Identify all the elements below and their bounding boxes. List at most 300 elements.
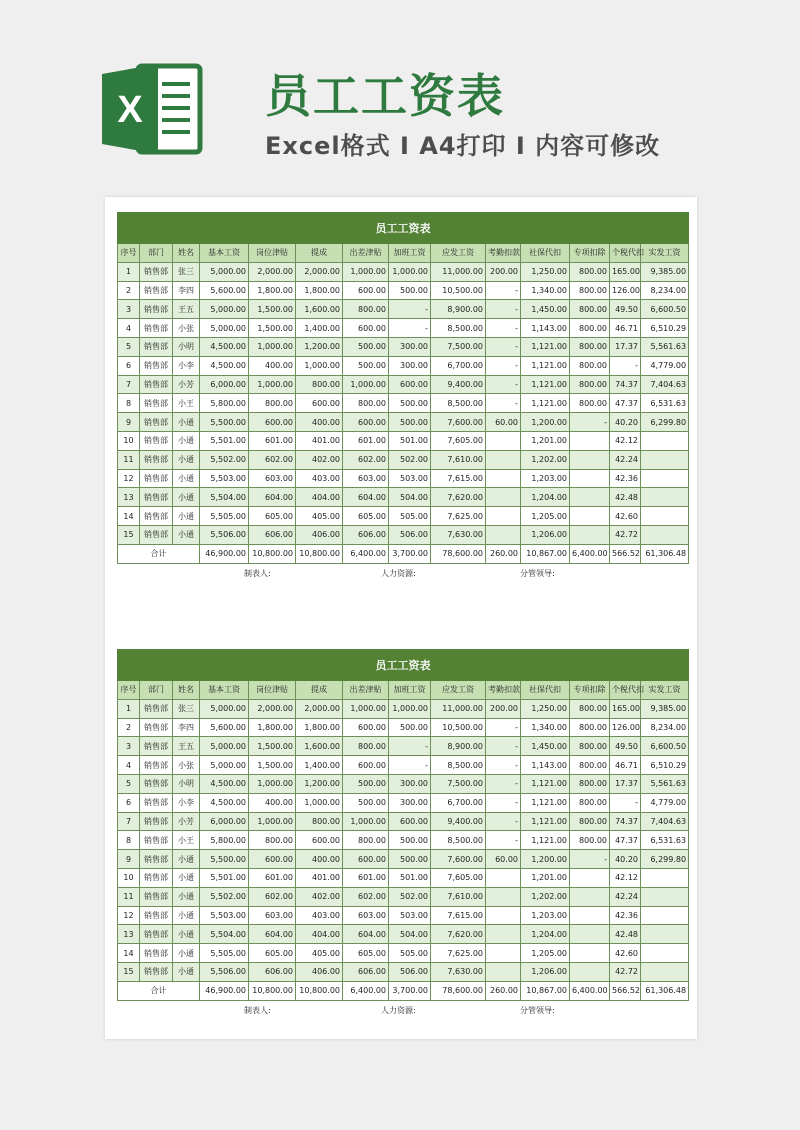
table-cell[interactable]: 销售部: [140, 356, 173, 375]
table-cell[interactable]: 1,800.00: [296, 281, 343, 300]
table-cell[interactable]: 1,000.00: [249, 375, 296, 394]
table-cell[interactable]: 李四: [173, 281, 200, 300]
table-cell[interactable]: 601.00: [343, 868, 389, 887]
table-cell[interactable]: 7,500.00: [431, 337, 486, 356]
table-cell[interactable]: 5,504.00: [200, 925, 249, 944]
table-cell[interactable]: 606.00: [249, 525, 296, 544]
table-cell[interactable]: 8,500.00: [431, 394, 486, 413]
table-cell[interactable]: 405.00: [296, 944, 343, 963]
table-cell[interactable]: -: [570, 413, 610, 432]
table-cell[interactable]: 小通: [173, 525, 200, 544]
table-cell[interactable]: 502.00: [389, 887, 431, 906]
total-cell[interactable]: 78,600.00: [431, 544, 486, 563]
total-cell[interactable]: 46,900.00: [200, 981, 249, 1000]
table-cell[interactable]: 300.00: [389, 356, 431, 375]
table-cell[interactable]: 5,800.00: [200, 831, 249, 850]
table-cell[interactable]: 5,561.63: [641, 337, 689, 356]
table-cell[interactable]: [486, 450, 521, 469]
table-cell[interactable]: 销售部: [140, 431, 173, 450]
table-cell[interactable]: 6,299.80: [641, 413, 689, 432]
table-cell[interactable]: 1,143.00: [521, 319, 570, 338]
table-cell[interactable]: 4,500.00: [200, 793, 249, 812]
table-cell[interactable]: 165.00: [610, 262, 641, 281]
table-cell[interactable]: 600.00: [296, 831, 343, 850]
table-cell[interactable]: 10: [118, 431, 140, 450]
table-cell[interactable]: 销售部: [140, 525, 173, 544]
table-cell[interactable]: 15: [118, 962, 140, 981]
table-cell[interactable]: 销售部: [140, 281, 173, 300]
table-cell[interactable]: [486, 906, 521, 925]
total-cell[interactable]: 6,400.00: [343, 544, 389, 563]
table-cell[interactable]: 5,000.00: [200, 262, 249, 281]
table-cell[interactable]: [486, 507, 521, 526]
table-cell[interactable]: 800.00: [570, 699, 610, 718]
table-cell[interactable]: 400.00: [249, 356, 296, 375]
table-cell[interactable]: 1,203.00: [521, 469, 570, 488]
table-cell[interactable]: 4,500.00: [200, 356, 249, 375]
table-cell[interactable]: 600.00: [343, 281, 389, 300]
table-cell[interactable]: 5,505.00: [200, 944, 249, 963]
table-cell[interactable]: 800.00: [343, 300, 389, 319]
table-cell[interactable]: 800.00: [570, 831, 610, 850]
table-cell[interactable]: 9,400.00: [431, 375, 486, 394]
table-cell[interactable]: 600.00: [343, 413, 389, 432]
table-cell[interactable]: 800.00: [249, 831, 296, 850]
table-cell[interactable]: -: [610, 793, 641, 812]
table-cell[interactable]: 5,500.00: [200, 413, 249, 432]
table-cell[interactable]: 销售部: [140, 337, 173, 356]
table-cell[interactable]: 800.00: [249, 394, 296, 413]
table-cell[interactable]: 1,204.00: [521, 925, 570, 944]
table-cell[interactable]: 4,779.00: [641, 356, 689, 375]
table-cell[interactable]: 501.00: [389, 431, 431, 450]
table-cell[interactable]: 1,500.00: [249, 756, 296, 775]
table-cell[interactable]: 王五: [173, 300, 200, 319]
table-cell[interactable]: [570, 431, 610, 450]
table-cell[interactable]: 销售部: [140, 718, 173, 737]
table-cell[interactable]: 销售部: [140, 906, 173, 925]
total-cell[interactable]: 10,800.00: [296, 981, 343, 1000]
table-cell[interactable]: 1,203.00: [521, 906, 570, 925]
table-cell[interactable]: 7,404.63: [641, 812, 689, 831]
table-cell[interactable]: [570, 450, 610, 469]
table-cell[interactable]: 小张: [173, 756, 200, 775]
total-cell[interactable]: 61,306.48: [641, 981, 689, 1000]
table-cell[interactable]: 1,400.00: [296, 756, 343, 775]
table-cell[interactable]: [641, 450, 689, 469]
table-cell[interactable]: 1,500.00: [249, 300, 296, 319]
table-cell[interactable]: 5,000.00: [200, 319, 249, 338]
table-cell[interactable]: [486, 488, 521, 507]
table-cell[interactable]: 5: [118, 774, 140, 793]
table-cell[interactable]: [641, 868, 689, 887]
table-cell[interactable]: 1,121.00: [521, 337, 570, 356]
table-cell[interactable]: 1,000.00: [296, 356, 343, 375]
table-cell[interactable]: 1,500.00: [249, 737, 296, 756]
table-cell[interactable]: 800.00: [570, 394, 610, 413]
table-cell[interactable]: 5,561.63: [641, 774, 689, 793]
table-cell[interactable]: 4: [118, 756, 140, 775]
table-cell[interactable]: 7,500.00: [431, 774, 486, 793]
table-cell[interactable]: [486, 887, 521, 906]
table-cell[interactable]: 4: [118, 319, 140, 338]
table-cell[interactable]: 40.20: [610, 850, 641, 869]
total-cell[interactable]: 6,400.00: [570, 544, 610, 563]
table-cell[interactable]: 1,600.00: [296, 737, 343, 756]
table-cell[interactable]: 8,500.00: [431, 831, 486, 850]
table-cell[interactable]: 1: [118, 699, 140, 718]
total-cell[interactable]: 10,800.00: [296, 544, 343, 563]
table-cell[interactable]: 1,450.00: [521, 737, 570, 756]
table-cell[interactable]: [641, 469, 689, 488]
table-cell[interactable]: 小张: [173, 319, 200, 338]
table-cell[interactable]: 404.00: [296, 488, 343, 507]
table-cell[interactable]: -: [486, 394, 521, 413]
table-cell[interactable]: 2,000.00: [296, 699, 343, 718]
table-cell[interactable]: 1,143.00: [521, 756, 570, 775]
table-cell[interactable]: 小通: [173, 413, 200, 432]
table-cell[interactable]: 8,500.00: [431, 756, 486, 775]
table-cell[interactable]: 602.00: [343, 887, 389, 906]
table-cell[interactable]: 销售部: [140, 699, 173, 718]
table-cell[interactable]: 1,800.00: [296, 718, 343, 737]
table-cell[interactable]: 销售部: [140, 450, 173, 469]
table-cell[interactable]: 7,605.00: [431, 431, 486, 450]
table-cell[interactable]: 47.37: [610, 831, 641, 850]
table-cell[interactable]: 604.00: [343, 925, 389, 944]
table-cell[interactable]: 7,615.00: [431, 906, 486, 925]
table-cell[interactable]: 49.50: [610, 737, 641, 756]
table-cell[interactable]: -: [486, 793, 521, 812]
table-cell[interactable]: 46.71: [610, 756, 641, 775]
table-cell[interactable]: 1,205.00: [521, 944, 570, 963]
table-cell[interactable]: 606.00: [343, 962, 389, 981]
table-cell[interactable]: 505.00: [389, 507, 431, 526]
table-cell[interactable]: 1,205.00: [521, 507, 570, 526]
total-cell[interactable]: 78,600.00: [431, 981, 486, 1000]
table-cell[interactable]: 销售部: [140, 812, 173, 831]
table-cell[interactable]: 47.37: [610, 394, 641, 413]
table-cell[interactable]: 603.00: [249, 906, 296, 925]
table-cell[interactable]: 小通: [173, 962, 200, 981]
table-cell[interactable]: 小明: [173, 337, 200, 356]
table-cell[interactable]: 42.12: [610, 431, 641, 450]
table-cell[interactable]: 800.00: [570, 356, 610, 375]
table-cell[interactable]: [641, 887, 689, 906]
table-cell[interactable]: 12: [118, 906, 140, 925]
table-cell[interactable]: 1,600.00: [296, 300, 343, 319]
table-cell[interactable]: 1,121.00: [521, 793, 570, 812]
table-cell[interactable]: 600.00: [389, 812, 431, 831]
table-cell[interactable]: 12: [118, 469, 140, 488]
table-cell[interactable]: 505.00: [389, 944, 431, 963]
table-cell[interactable]: 销售部: [140, 831, 173, 850]
table-cell[interactable]: 李四: [173, 718, 200, 737]
total-cell[interactable]: 3,700.00: [389, 544, 431, 563]
table-cell[interactable]: 2,000.00: [249, 699, 296, 718]
table-cell[interactable]: 402.00: [296, 450, 343, 469]
table-cell[interactable]: 销售部: [140, 944, 173, 963]
table-cell[interactable]: 小李: [173, 793, 200, 812]
table-cell[interactable]: 5,501.00: [200, 431, 249, 450]
table-cell[interactable]: [641, 944, 689, 963]
table-cell[interactable]: 9,385.00: [641, 262, 689, 281]
table-cell[interactable]: -: [486, 812, 521, 831]
table-cell[interactable]: 600.00: [389, 375, 431, 394]
table-cell[interactable]: 1,121.00: [521, 774, 570, 793]
table-cell[interactable]: 601.00: [249, 431, 296, 450]
table-cell[interactable]: 7,630.00: [431, 525, 486, 544]
table-cell[interactable]: 5,800.00: [200, 394, 249, 413]
table-cell[interactable]: 7,625.00: [431, 507, 486, 526]
table-cell[interactable]: 张三: [173, 262, 200, 281]
table-cell[interactable]: 小通: [173, 507, 200, 526]
table-cell[interactable]: 300.00: [389, 793, 431, 812]
table-cell[interactable]: 200.00: [486, 699, 521, 718]
table-cell[interactable]: 9: [118, 850, 140, 869]
table-cell[interactable]: 500.00: [343, 337, 389, 356]
table-cell[interactable]: 600.00: [249, 850, 296, 869]
table-cell[interactable]: 1,201.00: [521, 868, 570, 887]
table-cell[interactable]: 销售部: [140, 925, 173, 944]
table-cell[interactable]: 小通: [173, 887, 200, 906]
table-cell[interactable]: 1,000.00: [249, 812, 296, 831]
table-cell[interactable]: [641, 431, 689, 450]
table-cell[interactable]: 11,000.00: [431, 262, 486, 281]
table-cell[interactable]: 7,404.63: [641, 375, 689, 394]
table-cell[interactable]: 602.00: [343, 450, 389, 469]
table-cell[interactable]: 8: [118, 831, 140, 850]
table-cell[interactable]: 42.12: [610, 868, 641, 887]
table-cell[interactable]: 800.00: [570, 812, 610, 831]
table-cell[interactable]: 504.00: [389, 488, 431, 507]
table-cell[interactable]: 1,200.00: [296, 337, 343, 356]
table-cell[interactable]: 300.00: [389, 774, 431, 793]
table-cell[interactable]: [486, 944, 521, 963]
table-cell[interactable]: 5,504.00: [200, 488, 249, 507]
table-cell[interactable]: 600.00: [249, 413, 296, 432]
total-cell[interactable]: 10,867.00: [521, 981, 570, 1000]
table-cell[interactable]: 5,501.00: [200, 868, 249, 887]
table-cell[interactable]: 1,121.00: [521, 394, 570, 413]
total-cell[interactable]: 566.52: [610, 981, 641, 1000]
table-cell[interactable]: 5,000.00: [200, 737, 249, 756]
table-cell[interactable]: 800.00: [570, 718, 610, 737]
table-cell[interactable]: [641, 488, 689, 507]
table-cell[interactable]: [486, 431, 521, 450]
table-cell[interactable]: 7: [118, 812, 140, 831]
table-cell[interactable]: 9,400.00: [431, 812, 486, 831]
table-cell[interactable]: 605.00: [249, 944, 296, 963]
table-cell[interactable]: 506.00: [389, 525, 431, 544]
table-cell[interactable]: 606.00: [343, 525, 389, 544]
table-cell[interactable]: 402.00: [296, 887, 343, 906]
table-cell[interactable]: 603.00: [343, 906, 389, 925]
table-cell[interactable]: 销售部: [140, 793, 173, 812]
table-cell[interactable]: 600.00: [343, 850, 389, 869]
table-cell[interactable]: [570, 944, 610, 963]
table-cell[interactable]: [570, 868, 610, 887]
table-cell[interactable]: 1,000.00: [343, 262, 389, 281]
table-cell[interactable]: -: [486, 375, 521, 394]
table-cell[interactable]: 404.00: [296, 925, 343, 944]
table-cell[interactable]: 1,202.00: [521, 887, 570, 906]
table-cell[interactable]: 60.00: [486, 413, 521, 432]
table-cell[interactable]: 506.00: [389, 962, 431, 981]
table-cell[interactable]: 1: [118, 262, 140, 281]
table-cell[interactable]: 9,385.00: [641, 699, 689, 718]
table-cell[interactable]: 小通: [173, 850, 200, 869]
table-cell[interactable]: 销售部: [140, 262, 173, 281]
table-cell[interactable]: 503.00: [389, 906, 431, 925]
total-cell[interactable]: 260.00: [486, 544, 521, 563]
table-cell[interactable]: 销售部: [140, 394, 173, 413]
table-cell[interactable]: 42.48: [610, 925, 641, 944]
table-cell[interactable]: 6: [118, 793, 140, 812]
table-cell[interactable]: 5,503.00: [200, 469, 249, 488]
table-cell[interactable]: 800.00: [296, 812, 343, 831]
table-cell[interactable]: 502.00: [389, 450, 431, 469]
table-cell[interactable]: 1,121.00: [521, 375, 570, 394]
table-cell[interactable]: 小通: [173, 488, 200, 507]
table-cell[interactable]: 605.00: [249, 507, 296, 526]
table-cell[interactable]: 3: [118, 300, 140, 319]
table-cell[interactable]: 1,000.00: [389, 699, 431, 718]
table-cell[interactable]: [486, 925, 521, 944]
table-cell[interactable]: 销售部: [140, 300, 173, 319]
table-cell[interactable]: 7,610.00: [431, 450, 486, 469]
table-cell[interactable]: 1,200.00: [521, 413, 570, 432]
table-cell[interactable]: 2: [118, 718, 140, 737]
table-cell[interactable]: 小芳: [173, 812, 200, 831]
total-cell[interactable]: 6,400.00: [343, 981, 389, 1000]
table-cell[interactable]: 800.00: [570, 774, 610, 793]
table-cell[interactable]: 17.37: [610, 337, 641, 356]
table-cell[interactable]: 200.00: [486, 262, 521, 281]
table-cell[interactable]: 800.00: [296, 375, 343, 394]
table-cell[interactable]: 1,500.00: [249, 319, 296, 338]
table-cell[interactable]: 42.36: [610, 469, 641, 488]
table-cell[interactable]: 6: [118, 356, 140, 375]
table-cell[interactable]: 王五: [173, 737, 200, 756]
table-cell[interactable]: 500.00: [343, 356, 389, 375]
table-cell[interactable]: 小明: [173, 774, 200, 793]
total-cell[interactable]: 566.52: [610, 544, 641, 563]
table-cell[interactable]: -: [610, 356, 641, 375]
table-cell[interactable]: 403.00: [296, 469, 343, 488]
table-cell[interactable]: 406.00: [296, 525, 343, 544]
table-cell[interactable]: 165.00: [610, 699, 641, 718]
table-cell[interactable]: 2: [118, 281, 140, 300]
table-cell[interactable]: 小通: [173, 469, 200, 488]
table-cell[interactable]: 1,450.00: [521, 300, 570, 319]
table-cell[interactable]: 销售部: [140, 962, 173, 981]
table-cell[interactable]: 6,700.00: [431, 793, 486, 812]
table-cell[interactable]: 605.00: [343, 507, 389, 526]
table-cell[interactable]: -: [486, 337, 521, 356]
table-cell[interactable]: 6,000.00: [200, 375, 249, 394]
table-cell[interactable]: 1,800.00: [249, 281, 296, 300]
table-cell[interactable]: 3: [118, 737, 140, 756]
table-cell[interactable]: 销售部: [140, 469, 173, 488]
table-cell[interactable]: 800.00: [343, 737, 389, 756]
table-cell[interactable]: 1,200.00: [296, 774, 343, 793]
table-cell[interactable]: 42.24: [610, 887, 641, 906]
table-cell[interactable]: 张三: [173, 699, 200, 718]
table-cell[interactable]: 小通: [173, 944, 200, 963]
table-cell[interactable]: 6,600.50: [641, 737, 689, 756]
table-cell[interactable]: [570, 925, 610, 944]
table-cell[interactable]: 10,500.00: [431, 281, 486, 300]
total-cell[interactable]: 61,306.48: [641, 544, 689, 563]
table-cell[interactable]: 603.00: [343, 469, 389, 488]
table-cell[interactable]: -: [486, 319, 521, 338]
table-cell[interactable]: 小通: [173, 906, 200, 925]
table-cell[interactable]: 1,202.00: [521, 450, 570, 469]
table-cell[interactable]: [641, 525, 689, 544]
table-cell[interactable]: -: [486, 774, 521, 793]
table-cell[interactable]: 销售部: [140, 507, 173, 526]
table-cell[interactable]: 800.00: [570, 737, 610, 756]
table-cell[interactable]: 800.00: [570, 300, 610, 319]
table-cell[interactable]: 604.00: [249, 488, 296, 507]
table-cell[interactable]: 11: [118, 450, 140, 469]
table-cell[interactable]: 14: [118, 944, 140, 963]
table-cell[interactable]: 1,250.00: [521, 262, 570, 281]
table-cell[interactable]: [570, 962, 610, 981]
table-cell[interactable]: 42.72: [610, 962, 641, 981]
table-cell[interactable]: 500.00: [389, 850, 431, 869]
table-cell[interactable]: 2,000.00: [296, 262, 343, 281]
table-cell[interactable]: 小通: [173, 431, 200, 450]
table-cell[interactable]: -: [486, 718, 521, 737]
table-cell[interactable]: 500.00: [389, 718, 431, 737]
table-cell[interactable]: [641, 906, 689, 925]
table-cell[interactable]: 1,121.00: [521, 812, 570, 831]
table-cell[interactable]: 401.00: [296, 431, 343, 450]
table-cell[interactable]: 400.00: [296, 850, 343, 869]
table-cell[interactable]: 1,000.00: [249, 774, 296, 793]
table-cell[interactable]: 小通: [173, 868, 200, 887]
table-cell[interactable]: 46.71: [610, 319, 641, 338]
table-cell[interactable]: [570, 507, 610, 526]
table-cell[interactable]: 8: [118, 394, 140, 413]
total-cell[interactable]: 10,800.00: [249, 981, 296, 1000]
table-cell[interactable]: 601.00: [249, 868, 296, 887]
table-cell[interactable]: 1,000.00: [389, 262, 431, 281]
table-cell[interactable]: 销售部: [140, 375, 173, 394]
table-cell[interactable]: 销售部: [140, 737, 173, 756]
table-cell[interactable]: 8,500.00: [431, 319, 486, 338]
table-cell[interactable]: 800.00: [570, 756, 610, 775]
total-cell[interactable]: 10,867.00: [521, 544, 570, 563]
table-cell[interactable]: 42.24: [610, 450, 641, 469]
table-cell[interactable]: [570, 887, 610, 906]
table-cell[interactable]: 7,610.00: [431, 887, 486, 906]
table-cell[interactable]: 8,234.00: [641, 281, 689, 300]
table-cell[interactable]: 5,502.00: [200, 450, 249, 469]
table-cell[interactable]: 600.00: [296, 394, 343, 413]
table-cell[interactable]: 7,600.00: [431, 413, 486, 432]
table-cell[interactable]: 500.00: [343, 774, 389, 793]
table-cell[interactable]: 1,206.00: [521, 962, 570, 981]
table-cell[interactable]: 800.00: [570, 319, 610, 338]
table-cell[interactable]: 500.00: [389, 831, 431, 850]
table-cell[interactable]: -: [486, 737, 521, 756]
table-cell[interactable]: 49.50: [610, 300, 641, 319]
table-cell[interactable]: 604.00: [249, 925, 296, 944]
table-cell[interactable]: 1,200.00: [521, 850, 570, 869]
